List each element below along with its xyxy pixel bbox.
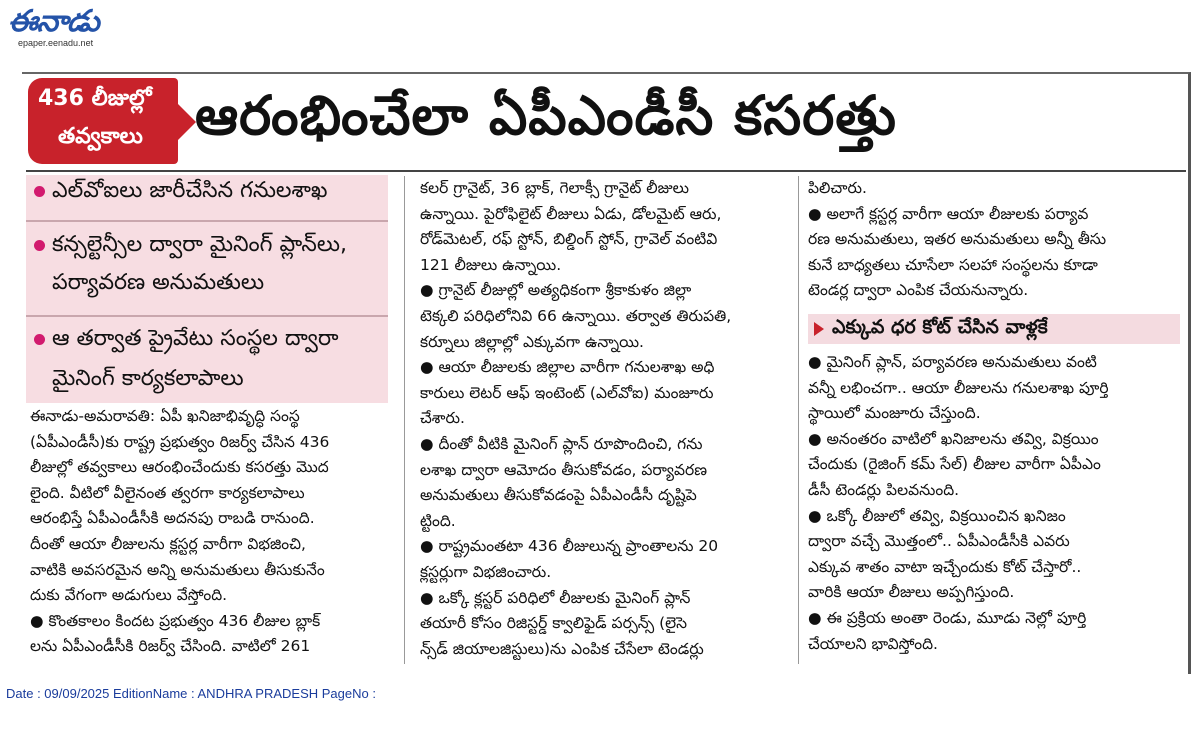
bullet-icon: [34, 334, 45, 345]
paragraph: ● అలాగే క్లస్టర్ల వారీగా ఆయా లీజులకు పర్యావ రణ అనుమతులు, ఇతర అనుమతులు అన్నీ తీసు కునే బాధ్యతలు చూసేలా సలహా సంస్థలను కూడా టెండర్ల ద్వారా ఎంపిక చేయనున్నారు.: [808, 204, 1107, 300]
paragraph: ● రాష్ట్రమంతటా 436 లీజులున్న ప్రాంతాలను 20 క్లస్టర్లుగా విభజించారు.: [420, 537, 719, 581]
subheading-box: [808, 314, 1180, 344]
bullet-icon: [34, 186, 45, 197]
eenadu-logo: [8, 6, 138, 46]
headline: ఆరంభించేలా ఏపీఎండీసీ కసరత్తు: [195, 84, 897, 147]
paragraph: ● దీంతో వీటికి మైనింగ్ ప్లాన్ రూపొందించి, గను లశాఖ ద్వారా ఆమోదం తీసుకోవడం, పర్యావరణ అనుమతులు తీసుకోవడంపై ఏపీఎండీసీ దృష్టిపె ట్టింది.: [420, 434, 708, 530]
subheading: ఎక్కువ ధర కోట్ చేసిన వాళ్లకే: [832, 316, 1048, 338]
triangle-bullet-icon: [814, 322, 824, 336]
column-2: [420, 176, 790, 662]
column-rule: [798, 176, 799, 664]
paragraph: ఈనాడు-అమరావతి: ఏపీ ఖనిజాభివృద్ధి సంస్థ (ఏపీఎండీసీ)కు రాష్ట్ర ప్రభుత్వం రిజర్వ్ చేసిన 436 లీజుల్లో తవ్వకాలు ఆరంభించేందుకు కసరత్తు మొద లైంది. వీటిలో వీలైనంత త్వరగా కార్యకలాపాలు ఆరంభిస్తే ఏపీఎండీసీకి అదనపు రాబడి రానుంది. దీంతో ఆయా లీజులను క్లస్టర్ల వారీగా విభజించి, వాటికి అవసరమైన అన్ని అనుమతులు తీసుకునేం దుకు వేగంగా అడుగులు వేస్తోంది.: [30, 407, 330, 605]
highlight-item-cont: పర్యావరణ అనుమతులు: [52, 270, 265, 295]
paragraph: ● ఈ ప్రక్రియ అంతా రెండు, మూడు నెల్లో పూర్తి చేయాలని భావిస్తోంది.: [808, 608, 1087, 653]
paragraph: ● అనంతరం వాటిలో ఖనిజాలను తవ్వి, విక్రయిం చేందుకు (రైజింగ్ కమ్ సేల్) లీజుల వారీగా ఏపీఎం డీసీ టెండర్లు పిలవనుంది.: [808, 429, 1101, 499]
logo-wordmark: ఈనాడు: [8, 4, 99, 39]
column-3-bottom: [808, 350, 1180, 657]
highlight-item-cont: మైనింగ్ కార్యకలాపాలు: [52, 366, 244, 391]
highlight-item: ఎల్‌వోఐలు జారీచేసిన గనులశాఖ: [34, 178, 328, 208]
kicker-line-2: తవ్వకాలు: [58, 124, 143, 149]
kicker-arrow: [178, 104, 196, 140]
kicker-line-1: 436 లీజుల్లో: [38, 86, 152, 111]
highlight-item: కన్సల్టెన్సీల ద్వారా మైనింగ్ ప్లాన్‌లు,: [34, 232, 347, 262]
headline-rule: [26, 170, 1186, 172]
paragraph: ● గ్రానైట్ లీజుల్లో అత్యధికంగా శ్రీకాకుళం జిల్లా టెక్కలి పరిధిలోనివి 66 ఉన్నాయి. తర్వాత తిరుపతి, కర్నూలు జిల్లాల్లో ఎక్కువగా ఉన్నాయి.: [420, 281, 732, 351]
column-rule: [404, 176, 405, 664]
paragraph: ● ఒక్కో లీజులో తవ్వి, విక్రయించిన ఖనిజం ద్వారా వచ్చే మొత్తంలో.. ఏపీఎండీసీకి ఎవరు ఎక్కువ శాతం వాటా ఇచ్చేందుకు కోట్ చేస్తారో.. వారికి ఆయా లీజులు అప్పగిస్తుంది.: [808, 506, 1082, 602]
paragraph: ● మైనింగ్ ప్లాన్, పర్యావరణ అనుమతులు వంటి వన్నీ లభించగా.. ఆయా లీజులను గనులశాఖ పూర్తి స్థాయిలో మంజూరు చేస్తుంది.: [808, 353, 1109, 423]
paragraph: కలర్ గ్రానైట్, 36 బ్లాక్, గెలాక్సీ గ్రానైట్ లీజులు ఉన్నాయి. పైరోఫిలైట్ లీజులు ఏడు, డోలమైట్ ఆరు, రోడ్‌మెటల్, రఫ్ స్టోన్, బిల్డింగ్ స్టోన్, గ్రావెల్ వంటివి 121 లీజులు ఉన్నాయి.: [420, 179, 722, 274]
highlight-divider: [26, 315, 388, 317]
column-1: [30, 404, 390, 660]
highlight-divider: [26, 220, 388, 222]
paragraph: ● ఒక్కో క్లస్టర్ పరిధిలో లీజులకు మైనింగ్ ప్లాన్ తయారీ కోసం రిజిస్టర్డ్ క్వాలిఫైడ్ పర్సన్స్ (లైసె న్స్‌డ్ జియాలజిస్టులు)ను ఎంపిక చేసేలా టెండర్లు: [420, 588, 704, 658]
highlight-item: ఆ తర్వాత ప్రైవేటు సంస్థల ద్వారా: [34, 326, 338, 356]
kicker-tag: [28, 78, 178, 164]
footer-edition-info: Date : 09/09/2025 EditionName : ANDHRA PRADESH PageNo :: [6, 686, 376, 701]
bullet-icon: [34, 240, 45, 251]
paragraph: ● ఆయా లీజులకు జిల్లాల వారీగా గనులశాఖ అధి కారులు లెటర్ ఆఫ్ ఇంటెంట్ (ఎల్‌వోఐ) మంజూరు చేశారు.: [420, 358, 715, 428]
column-3-top: [808, 176, 1180, 304]
paragraph: ● కొంతకాలం కిందట ప్రభుత్వం 436 లీజుల బ్లాక్ లను ఏపీఎండీసీకి రిజర్వ్ చేసింది. వాటిలో 261: [30, 611, 321, 656]
paragraph: పిలిచారు.: [808, 179, 867, 197]
logo-url: epaper.eenadu.net: [18, 38, 94, 48]
